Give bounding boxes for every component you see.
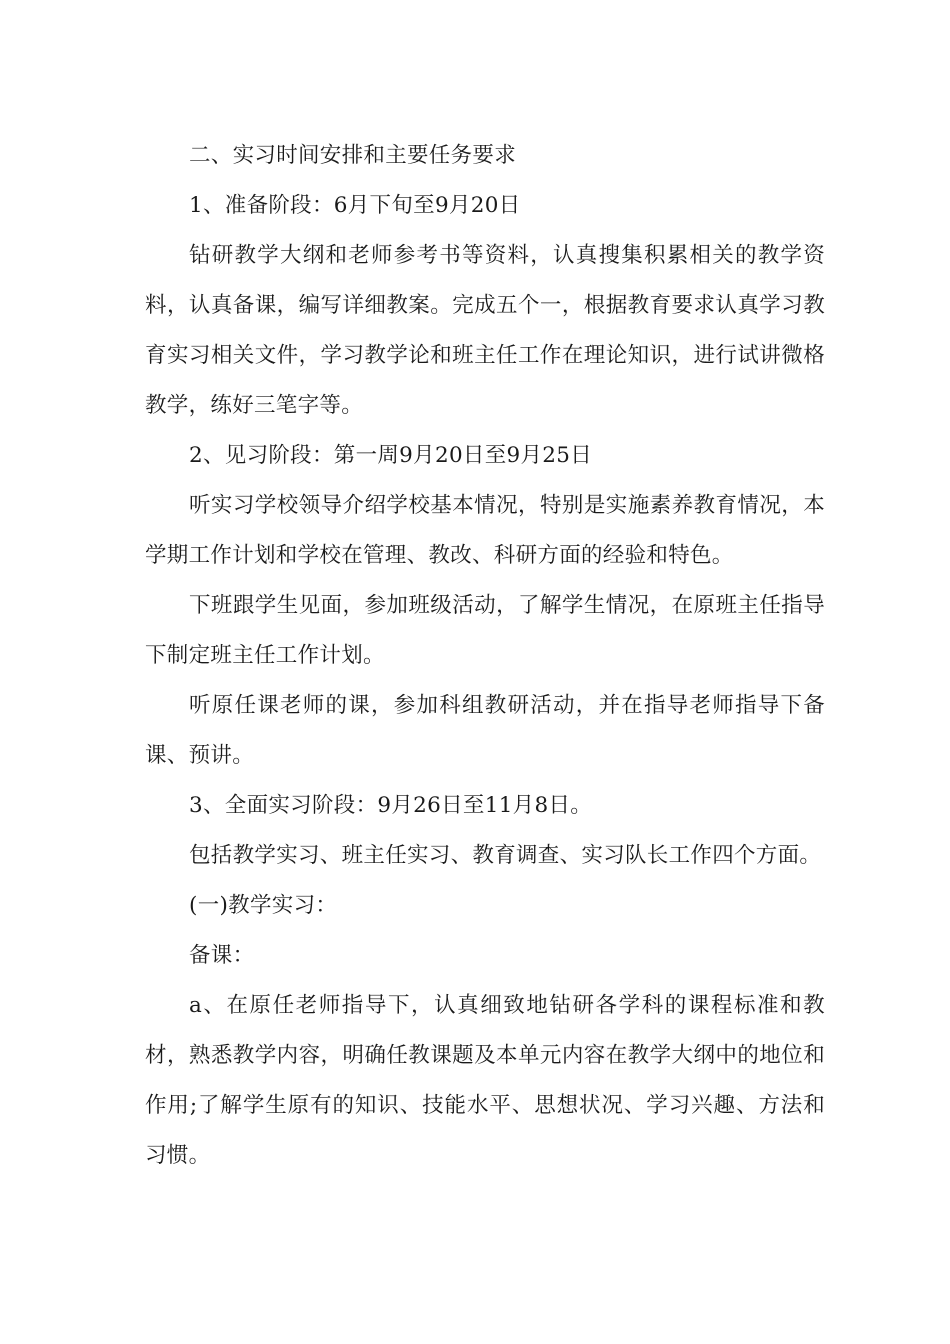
stage-3-body: 包括教学实习、班主任实习、教育调查、实习队长工作四个方面。 [189, 843, 822, 868]
lesson-prep-heading: 备课： [189, 943, 255, 968]
stage-2-heading: 2、见习阶段：第一周9月20日至9月25日 [189, 443, 593, 468]
stage-2-body-1: 听实习学校领导介绍学校基本情况，特别是实施素养教育情况，本学期工作计划和学校在管理、教改、科研方面的经验和特色。 [145, 493, 825, 568]
stage-1-body: 钻研教学大纲和老师参考书等资料，认真搜集积累相关的教学资料，认真备课，编写详细教案。完成五个一，根据教育要求认真学习教育实习相关文件，学习教学论和班主任工作在理论知识，进行试讲微格教学，练好三笔字等。 [145, 243, 825, 418]
stage-2-body-3: 听原任课老师的课，参加科组教研活动，并在指导老师指导下备课、预讲。 [145, 693, 825, 768]
stage-3-heading: 3、全面实习阶段：9月26日至11月8日。 [189, 793, 593, 818]
stage-1-heading: 1、准备阶段：6月下旬至9月20日 [189, 193, 521, 218]
document-body [145, 131, 825, 1181]
lesson-prep-item-a: a、在原任老师指导下，认真细致地钻研各学科的课程标准和教材，熟悉教学内容，明确任教课题及本单元内容在教学大纲中的地位和作用;了解学生原有的知识、技能水平、思想状况、学习兴趣、方法和习惯。 [145, 993, 825, 1168]
stage-2-body-2: 下班跟学生见面，参加班级活动，了解学生情况，在原班主任指导下制定班主任工作计划。 [145, 593, 825, 668]
section-heading: 二、实习时间安排和主要任务要求 [189, 143, 517, 168]
teaching-practice-heading: (一)教学实习： [189, 893, 338, 918]
